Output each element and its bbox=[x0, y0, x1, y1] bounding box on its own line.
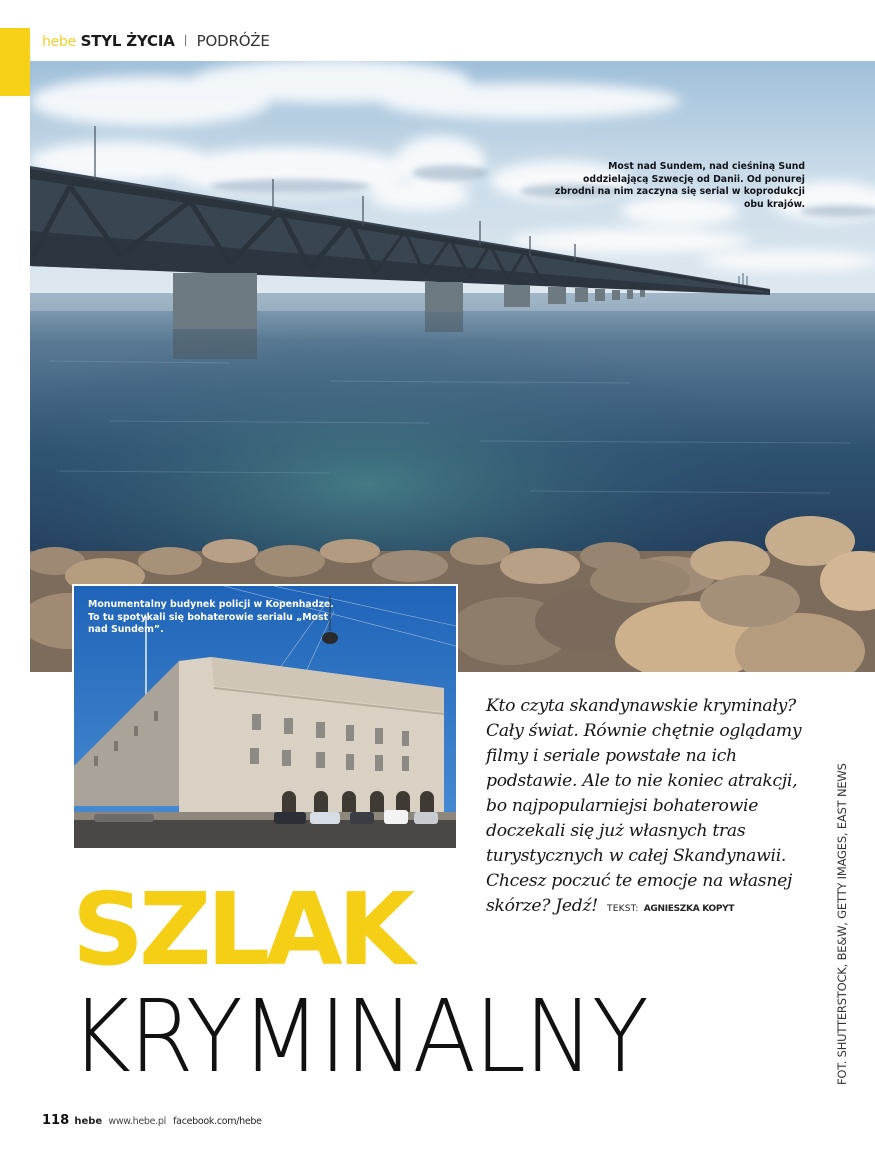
page-number: 118 bbox=[42, 1113, 70, 1128]
hero-photo-caption: Most nad Sundem, nad cieśniną Sund oddzielającą Szwecję od Danii. Od ponurej zbrodni na nim zaczyna się serial w koprodukcji obu krajów. bbox=[554, 161, 805, 210]
section-header bbox=[42, 32, 270, 51]
hero-photo bbox=[30, 61, 875, 672]
inset-photo-caption: Monumentalny budynek policji w Kopenhadze. To tu spotykali się bohaterowie serialu „Most nad Sundem”. bbox=[88, 599, 334, 635]
page-footer bbox=[42, 1113, 262, 1128]
headline-line-1: SZLAK bbox=[72, 871, 411, 988]
lead-paragraph bbox=[486, 694, 816, 922]
author-credit-name: AGNIESZKA KOPYT bbox=[643, 904, 735, 914]
footer-website: www.hebe.pl bbox=[108, 1116, 166, 1127]
lead-text: Kto czyta skandynawskie kryminały? Cały świat. Równie chętnie oglądamy filmy i seriale powstałe na ich podstawie. Ale to nie koniec atrakcji, bo najpopularniejsi bohaterowie doczekali się już własnych tras turystycznych w całej Skandynawii. Chcesz poczuć te emocje na własnej skórze? Jedź! bbox=[486, 696, 802, 916]
header-brand: hebe bbox=[42, 34, 76, 50]
headline-line-2: KRYMINALNY bbox=[70, 978, 647, 1095]
footer-brand: hebe bbox=[74, 1116, 103, 1127]
photo-credit: FOT. SHUTTERSTOCK, BE&W, GETTY IMAGES, EAST NEWS bbox=[835, 763, 849, 1085]
bridge-photo-illustration bbox=[30, 61, 875, 672]
author-credit-label: TEKST: bbox=[607, 904, 639, 914]
header-subsection: PODRÓŻE bbox=[196, 32, 270, 50]
header-separator: I bbox=[183, 32, 188, 50]
header-section: STYL ŻYCIA bbox=[80, 32, 175, 50]
section-color-tab bbox=[0, 28, 30, 96]
footer-facebook: facebook.com/hebe bbox=[173, 1116, 262, 1127]
inset-photo bbox=[72, 584, 458, 850]
